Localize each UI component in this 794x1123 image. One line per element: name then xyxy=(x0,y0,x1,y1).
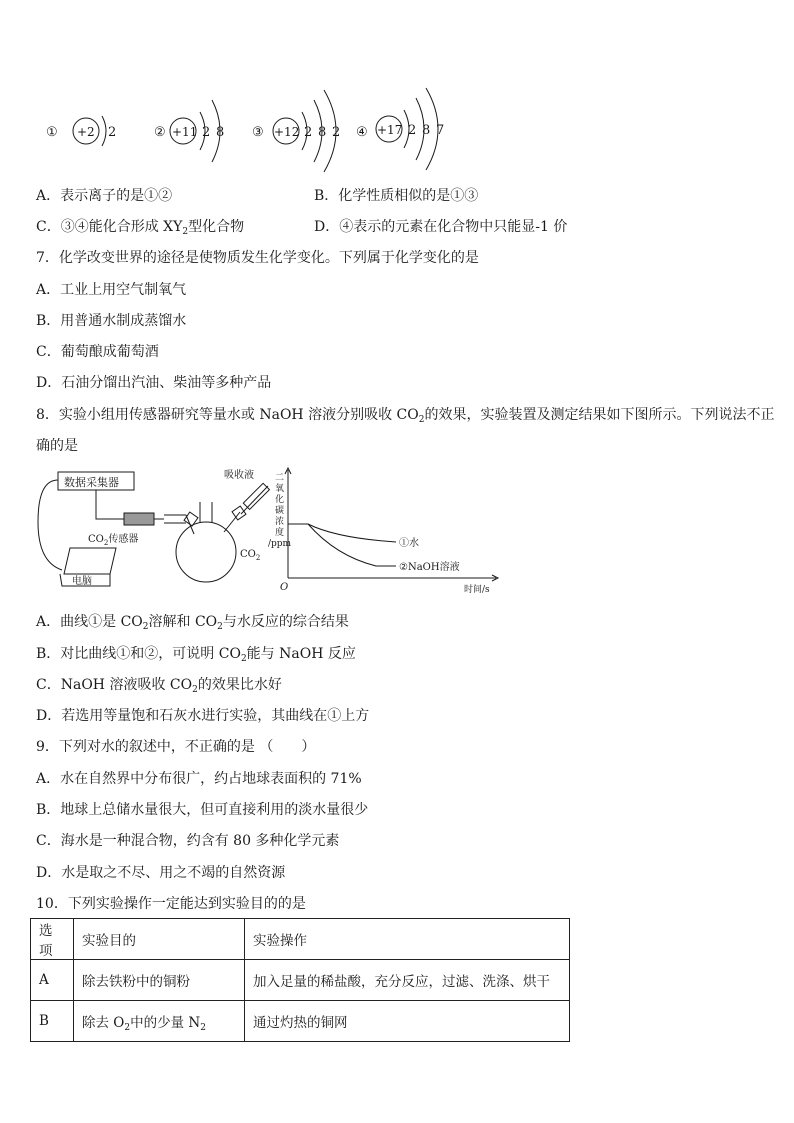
flask-gas-label: $CO_2$ xyxy=(240,549,261,562)
atom-3-shell-2: 8 xyxy=(318,125,327,140)
sensor-label: $CO_2$传感器 xyxy=(88,534,139,547)
header-operation: 实验操作 xyxy=(245,919,570,960)
q7-option-c: C．葡萄酿成葡萄酒 xyxy=(36,344,159,360)
ylabel-char: 二 xyxy=(275,473,285,483)
q8-option-c: C．NaOH 溶液吸收 $CO_2$的效果比水好 xyxy=(36,677,282,695)
atom-1-shell-1: 2 xyxy=(108,125,117,140)
curve-naoh xyxy=(308,524,396,566)
table-row xyxy=(31,1001,570,1042)
chart-origin: O xyxy=(280,582,289,593)
q9-option-d: D．水是取之不尽、用之不竭的自然资源 xyxy=(36,865,286,881)
q8-stem-line1: 8．实验小组用传感器研究等量水或 NaOH 溶液分别吸收 $CO_2$的效果，实验装置及测定结果如下图所示。下列说法不正 xyxy=(36,407,775,425)
q6-option-b: B．化学性质相似的是①③ xyxy=(314,188,479,204)
q10-table xyxy=(30,918,570,1042)
collector-label: 数据采集器 xyxy=(64,476,119,489)
atom-4-nucleus: +17 xyxy=(377,123,403,137)
atom-2-shell-2: 8 xyxy=(216,125,225,140)
q6-option-d: D．④表示的元素在化合物中只能显-1 价 xyxy=(314,219,568,235)
ylabel-char: 度 xyxy=(275,528,285,538)
ylabel-char: 浓 xyxy=(275,517,285,527)
atom-4-label: ④ xyxy=(356,125,368,140)
atom-3-label: ③ xyxy=(252,125,264,140)
q8-option-a: A．曲线①是 $CO_2$溶解和 $CO_2$与水反应的综合结果 xyxy=(36,614,349,632)
curve-water xyxy=(288,524,396,542)
computer-label: 电脑 xyxy=(72,576,92,587)
ylabel-char: 碳 xyxy=(275,506,285,516)
absorbent-label: 吸收液 xyxy=(224,470,254,481)
q9-stem: 9．下列对水的叙述中，不正确的是 （ ） xyxy=(36,739,316,755)
cell-operation: 通过灼热的铜网 xyxy=(245,1001,570,1042)
q8-stem-line2: 确的是 xyxy=(36,438,78,454)
ylabel-char: 氧 xyxy=(275,484,285,494)
q6-option-c: C．③④能化合形成 $XY_2$型化合物 xyxy=(36,219,245,237)
cell-option: B xyxy=(31,1001,74,1042)
q7-option-a: A．工业上用空气制氧气 xyxy=(36,282,187,298)
q7-stem: 7．化学改变世界的途径是使物质发生化学变化。下列属于化学变化的是 xyxy=(36,250,479,266)
cell-option: A xyxy=(31,960,74,1001)
ylabel-unit: /ppm xyxy=(268,539,292,549)
atom-1-label: ① xyxy=(46,125,58,140)
table-header-row xyxy=(31,919,570,960)
atom-2-shell-1: 2 xyxy=(202,125,211,140)
q7-option-b: B．用普通水制成蒸馏水 xyxy=(36,313,187,329)
atom-1-nucleus: +2 xyxy=(77,125,95,139)
q6-option-a: A．表示离子的是①② xyxy=(36,188,173,204)
atom-2-nucleus: +11 xyxy=(172,125,198,139)
atom-2-label: ② xyxy=(154,125,166,140)
cell-purpose: 除去 $O_2$中的少量 $N_2$ xyxy=(74,1001,245,1042)
cell-operation: 加入足量的稀盐酸，充分反应，过滤、洗涤、烘干 xyxy=(245,960,570,1001)
atom-4-shell-3: 7 xyxy=(436,123,445,138)
q9-option-b: B．地球上总储水量很大，但可直接利用的淡水量很少 xyxy=(36,802,369,818)
q7-option-d: D．石油分馏出汽油、柴油等多种产品 xyxy=(36,375,272,391)
header-option: 选项 xyxy=(31,919,74,960)
atom-3-nucleus: +12 xyxy=(274,125,300,139)
q9-option-a: A．水在自然界中分布很广，约占地球表面积的 71% xyxy=(36,771,362,787)
table-row xyxy=(31,960,570,1001)
atomic-structure-figure xyxy=(36,84,516,176)
atom-4-shell-1: 2 xyxy=(408,123,417,138)
q9-option-c: C．海水是一种混合物，约含有 80 多种化学元素 xyxy=(36,833,340,849)
q8-option-b: B．对比曲线①和②，可说明 $CO_2$能与 NaOH 反应 xyxy=(36,646,356,664)
curve-water-label: ①水 xyxy=(399,538,419,549)
chart-xlabel: 时间/s xyxy=(464,585,490,595)
atom-3-shell-3: 2 xyxy=(332,125,341,140)
header-purpose: 实验目的 xyxy=(74,919,245,960)
cell-purpose: 除去铁粉中的铜粉 xyxy=(74,960,245,1001)
q8-option-d: D．若选用等量饱和石灰水进行实验，其曲线在①上方 xyxy=(36,708,370,724)
q8-apparatus-figure xyxy=(36,462,506,600)
ylabel-char: 化 xyxy=(275,495,285,505)
atom-4-shell-2: 8 xyxy=(422,123,431,138)
atom-3-shell-1: 2 xyxy=(304,125,313,140)
curve-naoh-label: ②NaOH溶液 xyxy=(399,562,460,573)
q10-stem: 10．下列实验操作一定能达到实验目的的是 xyxy=(36,896,306,912)
